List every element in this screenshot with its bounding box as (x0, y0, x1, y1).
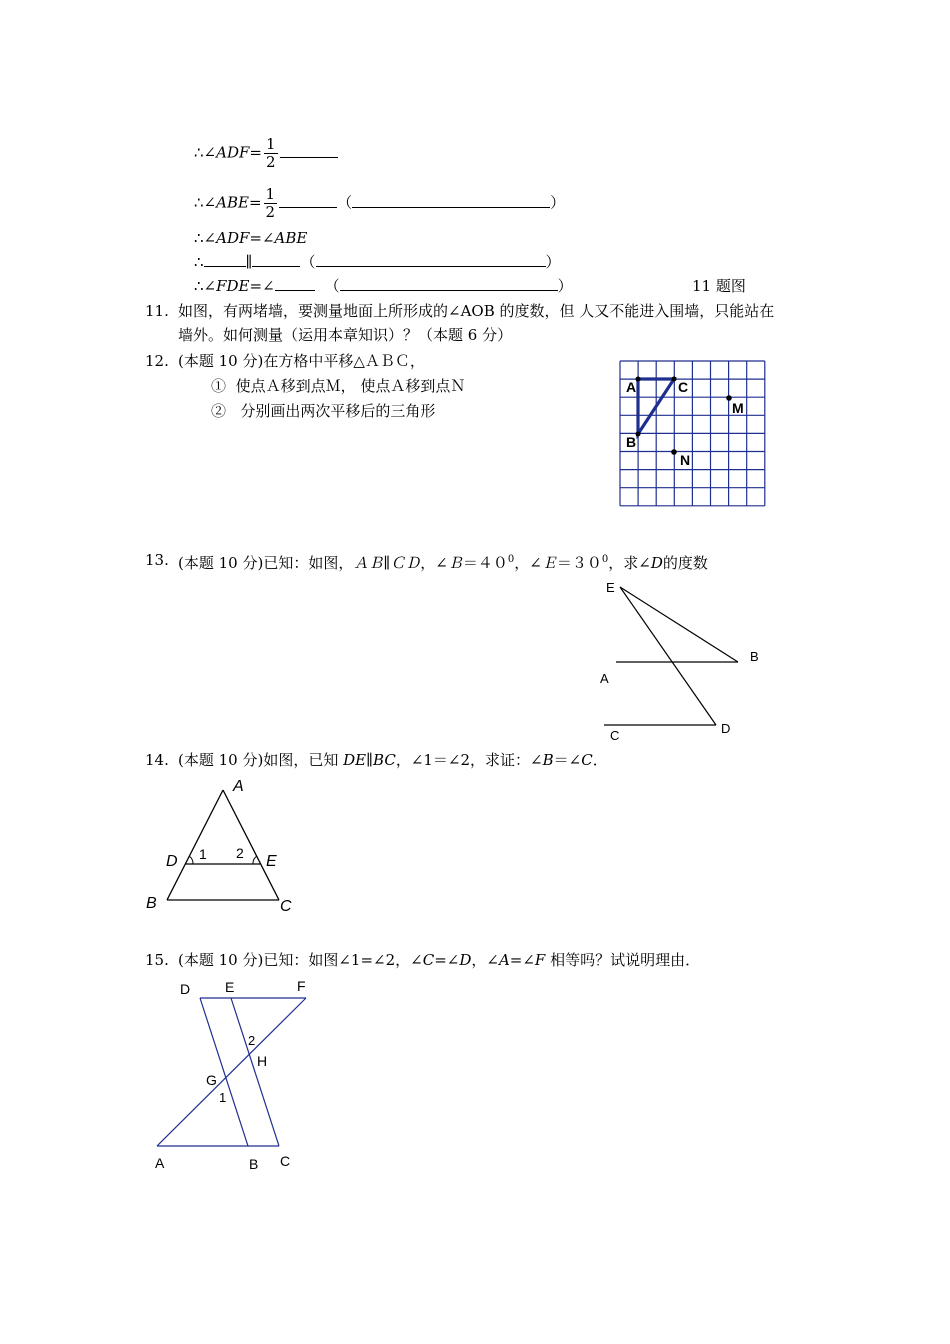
therefore-sign: ∴ (194, 253, 204, 271)
var-c: C (422, 951, 435, 969)
angle-var: ABE (274, 229, 308, 247)
text: (本题 10 分)已知：如图， (178, 554, 354, 572)
label-e: E (225, 979, 235, 995)
answer-blank[interactable] (279, 193, 337, 208)
label-angle-2: 2 (236, 845, 244, 861)
answer-blank[interactable] (204, 252, 246, 267)
therefore-angle: ∴∠ (194, 229, 217, 247)
circled-two: ② (211, 402, 227, 420)
grid-figure-12 (618, 358, 768, 510)
question-14-number: 14. (145, 751, 169, 769)
label-e: E (266, 853, 277, 870)
label-b: B (146, 895, 157, 912)
text: ，∠ (514, 554, 542, 572)
var-b: B (542, 751, 554, 769)
paren-open: （ (300, 253, 316, 271)
fraction-half (264, 136, 278, 171)
point-n (671, 449, 677, 455)
degree-sup: 0 (507, 554, 515, 565)
text: ，∠1＝∠2，求证：∠ (395, 751, 543, 769)
text: ，∠ (420, 554, 448, 572)
label-c: C (610, 728, 620, 743)
segment-bc: BC (373, 751, 396, 769)
label-angle-1: 1 (219, 1090, 227, 1105)
angle-var: ADF (216, 143, 250, 162)
label-b: B (750, 649, 759, 664)
answer-blank[interactable] (275, 276, 315, 291)
paren-open: （ (324, 277, 340, 295)
line-ec (231, 998, 279, 1146)
paren-close: ） (545, 253, 561, 271)
var-b: Ｂ (447, 554, 463, 572)
paren-open: （ (337, 193, 353, 212)
reason-blank[interactable] (340, 276, 558, 291)
fraction-numerator: 1 (265, 185, 276, 203)
equals-angle: =∠ (249, 229, 275, 247)
label-e: E (606, 580, 615, 595)
question-15-text (178, 950, 700, 970)
label-n: N (680, 452, 691, 468)
fraction-numerator: 1 (265, 135, 276, 153)
proof-line-3 (194, 228, 307, 248)
angle-var: ADF (216, 229, 250, 247)
label-b: B (249, 1156, 259, 1172)
text: =∠ (509, 951, 535, 969)
parallel-sign: ∥ (245, 253, 253, 271)
label-d: D (721, 721, 731, 736)
fraction-denominator: 2 (265, 203, 276, 221)
answer-blank[interactable] (252, 252, 300, 267)
proof-line-5 (194, 276, 573, 296)
proof-line-4 (194, 252, 561, 272)
circled-one: ① (211, 377, 227, 395)
question-11-number: 11. (145, 302, 169, 320)
question-15-number: 15. (145, 951, 169, 969)
text: 的度数 (662, 554, 708, 572)
label-b: B (626, 434, 637, 450)
question-13-number: 13. (145, 551, 169, 569)
figure-13 (590, 575, 780, 750)
point-m (726, 395, 732, 401)
answer-blank[interactable] (280, 143, 338, 158)
label-a: A (233, 778, 244, 795)
side-ac (223, 790, 279, 900)
text: ＝３０ (556, 554, 602, 572)
paren-close: ） (557, 277, 573, 295)
line-af (157, 998, 306, 1146)
label-h: H (257, 1053, 268, 1069)
var-e: Ｅ (541, 554, 557, 572)
question-12-number: 12. (145, 352, 169, 370)
text: (本题 10 分)已知：如图∠1=∠2，∠ (178, 951, 423, 969)
point-a (636, 377, 641, 382)
figure-11-caption: 11 题图 (692, 277, 746, 295)
parallel-sign: ∥ (383, 554, 391, 572)
angle-1-arc (189, 856, 193, 864)
text: ，∠ (471, 951, 499, 969)
var-d: D (459, 951, 472, 969)
label-c: C (280, 1153, 291, 1169)
segment-de: DE (343, 751, 367, 769)
item-text: 分别画出两次平移后的三角形 (240, 402, 436, 420)
label-d: D (180, 981, 191, 997)
figure-14 (140, 775, 310, 920)
label-m: M (732, 400, 744, 416)
label-angle-2: 2 (248, 1033, 256, 1048)
label-f: F (297, 978, 306, 994)
side-ab (167, 790, 223, 900)
label-a: A (155, 1155, 165, 1171)
label-angle-1: 1 (199, 846, 207, 862)
question-12-item-1 (211, 376, 465, 396)
angle-2-arc (253, 856, 257, 864)
line-ed (620, 587, 716, 725)
grid-lines (620, 361, 765, 506)
text: 相等吗？试说明理由． (545, 951, 701, 969)
reason-blank[interactable] (352, 193, 550, 208)
item-text: 使点Ａ移到点Ｍ， 使点Ａ移到点Ｎ (235, 377, 466, 395)
equals: = (249, 143, 262, 162)
question-11-line-2: 墙外。如何测量（运用本章知识）？（本题 6 分） (178, 326, 513, 344)
equals-angle: =∠ (249, 277, 275, 295)
text: ． (592, 751, 608, 769)
label-c: C (678, 379, 689, 395)
question-11-line-1: 如图，有两堵墙，要测量地面上所形成的∠AOB 的度数，但 人又不能进入围墙，只能站在 (178, 302, 775, 320)
proof-line-1 (194, 136, 338, 171)
label-d: D (166, 853, 178, 870)
question-12-text: (本题 10 分)在方格中平移△ＡＢＣ， (178, 352, 425, 370)
equals: = (248, 193, 262, 212)
var-d: D (650, 554, 663, 572)
therefore-angle: ∴∠ (194, 193, 217, 212)
text: ，求∠ (608, 554, 651, 572)
figure-15 (140, 975, 340, 1180)
question-13-text (178, 550, 708, 573)
label-a: A (626, 379, 637, 395)
angle-var: ABE (216, 193, 249, 212)
line-eb (620, 587, 738, 662)
var-a: A (498, 951, 510, 969)
text: ＝４０ (462, 554, 508, 572)
reason-blank[interactable] (316, 252, 546, 267)
var-c: C (581, 751, 593, 769)
label-g: G (206, 1072, 217, 1088)
fraction-half (264, 186, 278, 221)
parallel-sign: ∥ (366, 751, 374, 769)
therefore-angle: ∴∠ (194, 143, 217, 162)
angle-var: FDE (216, 277, 250, 295)
segment-cd: ＣＤ (390, 554, 421, 572)
label-a: A (600, 671, 609, 686)
therefore-angle: ∴∠ (194, 277, 217, 295)
paren-close: ） (550, 193, 566, 212)
fraction-denominator: 2 (265, 153, 276, 171)
point-c (672, 377, 677, 382)
text: (本题 10 分)如图，已知 (178, 751, 344, 769)
label-c: C (280, 898, 292, 915)
degree-sup: 0 (601, 554, 609, 565)
segment-ab: ＡＢ (353, 554, 384, 572)
point-b (636, 432, 641, 437)
var-f: F (534, 951, 546, 969)
text: ＝∠ (553, 751, 582, 769)
question-14-text (178, 750, 608, 770)
text: =∠ (434, 951, 460, 969)
proof-line-2 (194, 186, 565, 221)
question-12-item-2 (211, 401, 435, 421)
